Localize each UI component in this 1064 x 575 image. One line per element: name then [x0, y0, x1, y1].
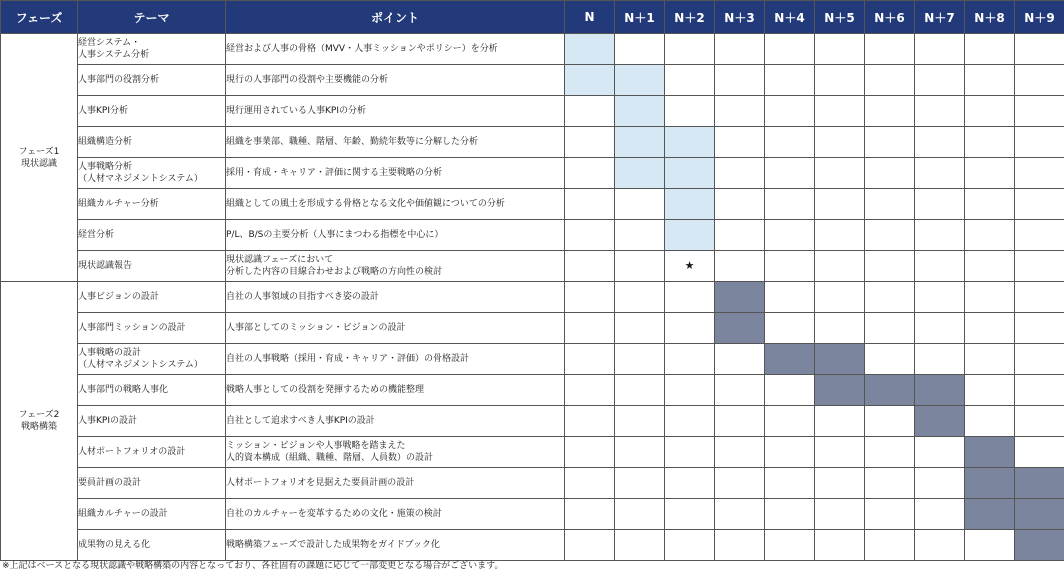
point-cell — [226, 220, 565, 251]
gantt-cell — [865, 282, 915, 313]
theme-text: 人事部門の戦略人事化 — [78, 385, 169, 395]
gantt-cell — [915, 530, 965, 561]
gantt-cell — [915, 65, 965, 96]
point-text: 人材ポートフォリオを見据えた要員計画の設計 — [226, 478, 415, 488]
gantt-cell — [615, 313, 665, 344]
point-cell — [226, 375, 565, 406]
header-point: ポイント — [226, 1, 565, 34]
gantt-cell-filled — [665, 158, 715, 189]
gantt-cell — [965, 96, 1015, 127]
gantt-cell — [765, 220, 815, 251]
gantt-cell — [815, 127, 865, 158]
gantt-cell — [715, 375, 765, 406]
gantt-cell — [615, 282, 665, 313]
theme-text: 人材ポートフォリオの設計 — [78, 447, 186, 457]
gantt-cell — [765, 406, 815, 437]
gantt-cell — [1015, 344, 1064, 375]
point-text: 自社の人事戦略（採用・育成・キャリア・評価）の骨格設計 — [226, 354, 470, 364]
header-period: N＋2 — [665, 1, 715, 34]
table-row — [1, 375, 1064, 406]
theme-cell — [78, 313, 226, 344]
table-row — [1, 220, 1064, 251]
gantt-cell-filled — [1015, 530, 1064, 561]
gantt-cell — [815, 406, 865, 437]
point-text: 戦略構築フェーズで設計した成果物をガイドブック化 — [226, 540, 440, 550]
gantt-cell — [1015, 127, 1064, 158]
theme-text: 人事KPIの設計 — [78, 416, 137, 426]
phase-label — [1, 282, 78, 561]
gantt-cell — [1015, 437, 1064, 468]
table-row — [1, 530, 1064, 561]
theme-cell — [78, 406, 226, 437]
gantt-cell — [865, 34, 915, 65]
gantt-cell — [765, 127, 815, 158]
theme-cell — [78, 375, 226, 406]
point-text: 現行の人事部門の役割や主要機能の分析 — [226, 75, 389, 85]
theme-text: 成果物の見える化 — [78, 540, 151, 550]
gantt-cell — [715, 65, 765, 96]
gantt-cell — [915, 437, 965, 468]
gantt-cell — [1015, 96, 1064, 127]
gantt-cell — [565, 499, 615, 530]
table-row — [1, 437, 1064, 468]
gantt-cell — [765, 499, 815, 530]
point-cell — [226, 34, 565, 65]
gantt-cell — [1015, 313, 1064, 344]
gantt-cell — [565, 344, 615, 375]
gantt-cell — [815, 220, 865, 251]
theme-text: 経営システム・ — [78, 38, 141, 48]
gantt-cell — [615, 220, 665, 251]
table-row — [1, 344, 1064, 375]
theme-cell — [78, 468, 226, 499]
point-text: 人的資本構成（組織、職種、階層、人員数）の設計 — [226, 453, 434, 463]
table-row — [1, 313, 1064, 344]
gantt-cell — [865, 437, 915, 468]
gantt-cell-filled — [765, 344, 815, 375]
point-text: 組織としての風土を形成する骨格となる文化や価値観についての分析 — [226, 199, 505, 209]
point-cell — [226, 468, 565, 499]
theme-cell — [78, 34, 226, 65]
gantt-cell — [915, 499, 965, 530]
gantt-cell — [715, 530, 765, 561]
theme-subtext: （人材マネジメントシステム） — [78, 360, 203, 370]
gantt-cell — [1015, 65, 1064, 96]
gantt-cell — [665, 375, 715, 406]
table-row — [1, 189, 1064, 220]
gantt-cell-filled — [715, 313, 765, 344]
gantt-cell — [765, 96, 815, 127]
theme-text: 人事戦略分析 — [78, 162, 133, 172]
gantt-cell — [1015, 406, 1064, 437]
theme-text: 組織カルチャー分析 — [78, 199, 159, 209]
theme-text: 現状認識報告 — [78, 261, 133, 271]
gantt-cell — [815, 282, 865, 313]
point-cell — [226, 344, 565, 375]
gantt-cell — [965, 65, 1015, 96]
phase-name: フェーズ2 — [18, 410, 60, 420]
gantt-cell — [1015, 158, 1064, 189]
gantt-cell — [915, 189, 965, 220]
gantt-cell — [565, 375, 615, 406]
gantt-cell-filled — [815, 344, 865, 375]
gantt-cell — [965, 127, 1015, 158]
gantt-cell — [615, 189, 665, 220]
gantt-cell — [565, 313, 615, 344]
gantt-cell — [715, 189, 765, 220]
table-row — [1, 34, 1064, 65]
gantt-cell — [865, 127, 915, 158]
point-text: 経営および人事の骨格（MVV・人事ミッションやポリシー）を分析 — [226, 44, 498, 54]
point-cell — [226, 65, 565, 96]
gantt-cell — [765, 34, 815, 65]
gantt-cell — [815, 34, 865, 65]
gantt-cell — [615, 375, 665, 406]
gantt-cell — [915, 251, 965, 282]
gantt-cell-filled — [615, 96, 665, 127]
gantt-cell — [815, 189, 865, 220]
phase-label — [1, 34, 78, 282]
gantt-cell — [1015, 34, 1064, 65]
point-text: 組織を事業部、職種、階層、年齢、勤続年数等に分解した分析 — [226, 137, 479, 147]
gantt-cell — [665, 251, 715, 282]
gantt-cell — [765, 375, 815, 406]
gantt-cell — [815, 437, 865, 468]
table-row — [1, 468, 1064, 499]
gantt-cell — [665, 530, 715, 561]
gantt-cell — [765, 530, 815, 561]
point-text: 自社の人事領域の目指すべき姿の設計 — [226, 292, 379, 302]
gantt-cell-filled — [665, 189, 715, 220]
gantt-cell — [815, 65, 865, 96]
gantt-cell-filled — [865, 375, 915, 406]
phase-title: 戦略構築 — [20, 422, 57, 432]
theme-text: 組織構造分析 — [78, 137, 133, 147]
theme-subtext: 人事システム分析 — [78, 50, 150, 60]
gantt-cell — [915, 127, 965, 158]
gantt-cell — [615, 468, 665, 499]
header-period: N＋7 — [915, 1, 965, 34]
gantt-cell — [565, 158, 615, 189]
gantt-cell-filled — [965, 499, 1015, 530]
theme-text: 人事部門の役割分析 — [78, 75, 160, 85]
point-cell — [226, 189, 565, 220]
gantt-cell — [615, 34, 665, 65]
theme-text: 要員計画の設計 — [78, 478, 142, 488]
gantt-cell — [765, 468, 815, 499]
header-period: N＋3 — [715, 1, 765, 34]
gantt-cell — [865, 499, 915, 530]
gantt-cell — [615, 344, 665, 375]
gantt-cell — [715, 251, 765, 282]
schedule-body — [1, 34, 1064, 561]
gantt-cell — [965, 220, 1015, 251]
theme-subtext: （人材マネジメントシステム） — [78, 174, 203, 184]
point-cell — [226, 282, 565, 313]
gantt-cell — [965, 251, 1015, 282]
theme-text: 人事KPI分析 — [78, 106, 128, 116]
gantt-cell — [665, 34, 715, 65]
gantt-cell — [665, 406, 715, 437]
gantt-cell — [665, 313, 715, 344]
gantt-cell — [565, 251, 615, 282]
gantt-cell — [565, 189, 615, 220]
gantt-cell — [615, 406, 665, 437]
gantt-cell — [615, 530, 665, 561]
phase-name: フェーズ1 — [18, 146, 60, 157]
gantt-cell — [615, 499, 665, 530]
gantt-cell-filled — [615, 65, 665, 96]
theme-text: 経営分析 — [78, 230, 115, 240]
header-period: N＋1 — [615, 1, 665, 34]
gantt-cell-filled — [565, 34, 615, 65]
theme-text: 組織カルチャーの設計 — [78, 509, 168, 519]
gantt-cell — [565, 437, 615, 468]
gantt-cell — [965, 313, 1015, 344]
gantt-cell-filled — [1015, 499, 1064, 530]
gantt-cell — [715, 127, 765, 158]
point-text: 人事部としてのミッション・ビジョンの設計 — [226, 323, 406, 333]
theme-cell — [78, 282, 226, 313]
star-icon: ★ — [684, 258, 695, 272]
gantt-cell — [565, 220, 615, 251]
gantt-cell — [715, 437, 765, 468]
gantt-cell — [765, 251, 815, 282]
gantt-cell — [865, 65, 915, 96]
theme-cell — [78, 251, 226, 282]
gantt-cell-filled — [915, 406, 965, 437]
table-row — [1, 158, 1064, 189]
gantt-cell — [915, 34, 965, 65]
theme-cell — [78, 65, 226, 96]
gantt-cell — [715, 96, 765, 127]
point-text: 自社として追求すべき人事KPIの設計 — [226, 416, 375, 426]
gantt-cell — [715, 34, 765, 65]
gantt-cell — [765, 313, 815, 344]
gantt-cell — [915, 344, 965, 375]
gantt-cell — [615, 437, 665, 468]
gantt-cell — [665, 468, 715, 499]
point-text: 分析した内容の目線合わせおよび戦略の方向性の検討 — [226, 267, 443, 277]
theme-cell — [78, 530, 226, 561]
theme-cell — [78, 127, 226, 158]
gantt-cell — [1015, 251, 1064, 282]
gantt-cell-filled — [915, 375, 965, 406]
gantt-cell — [965, 375, 1015, 406]
table-row — [1, 282, 1064, 313]
point-cell — [226, 499, 565, 530]
gantt-cell — [565, 96, 615, 127]
gantt-cell — [715, 220, 765, 251]
gantt-cell — [915, 313, 965, 344]
gantt-cell — [715, 468, 765, 499]
point-cell — [226, 158, 565, 189]
footnote: ※上記はベースとなる現状認識や戦略構築の内容となっており、各社固有の課題に応じて一部変更となる場合がございます。 — [2, 561, 504, 571]
header-period: N＋5 — [815, 1, 865, 34]
gantt-cell — [865, 530, 915, 561]
gantt-cell-filled — [615, 127, 665, 158]
gantt-cell — [915, 282, 965, 313]
gantt-cell-filled — [965, 437, 1015, 468]
theme-cell — [78, 220, 226, 251]
gantt-cell-filled — [1015, 468, 1064, 499]
gantt-cell — [965, 344, 1015, 375]
point-text: 自社のカルチャーを変革するための文化・施策の検討 — [226, 509, 442, 519]
gantt-cell — [1015, 375, 1064, 406]
gantt-cell — [565, 468, 615, 499]
gantt-cell — [965, 189, 1015, 220]
table-row — [1, 406, 1064, 437]
theme-text: 人事ビジョンの設計 — [78, 292, 159, 302]
gantt-cell-filled — [665, 127, 715, 158]
point-cell — [226, 406, 565, 437]
gantt-cell — [915, 468, 965, 499]
theme-cell — [78, 189, 226, 220]
gantt-cell — [865, 96, 915, 127]
theme-cell — [78, 499, 226, 530]
gantt-cell — [915, 158, 965, 189]
gantt-cell-filled — [565, 65, 615, 96]
header-period: N — [565, 1, 615, 34]
gantt-cell — [865, 158, 915, 189]
theme-text: 人事戦略の設計 — [78, 348, 142, 358]
header-theme: テーマ — [78, 1, 226, 34]
gantt-cell — [965, 282, 1015, 313]
gantt-cell — [865, 220, 915, 251]
gantt-cell — [815, 96, 865, 127]
gantt-cell — [1015, 220, 1064, 251]
table-row — [1, 251, 1064, 282]
point-cell — [226, 313, 565, 344]
gantt-cell — [715, 499, 765, 530]
gantt-cell — [915, 96, 965, 127]
gantt-cell — [1015, 189, 1064, 220]
gantt-cell — [765, 189, 815, 220]
point-cell — [226, 437, 565, 468]
gantt-cell — [815, 251, 865, 282]
gantt-cell-filled — [965, 468, 1015, 499]
gantt-cell — [765, 65, 815, 96]
gantt-cell — [865, 313, 915, 344]
gantt-cell — [865, 344, 915, 375]
header-period: N＋6 — [865, 1, 915, 34]
gantt-cell — [865, 251, 915, 282]
gantt-cell — [615, 251, 665, 282]
point-text: 採用・育成・キャリア・評価に関する主要戦略の分析 — [226, 168, 443, 178]
phase-title: 現状認識 — [20, 158, 57, 169]
gantt-cell — [815, 468, 865, 499]
gantt-cell-filled — [615, 158, 665, 189]
gantt-cell — [765, 158, 815, 189]
gantt-cell — [565, 282, 615, 313]
gantt-cell — [1015, 282, 1064, 313]
table-row — [1, 65, 1064, 96]
point-cell — [226, 251, 565, 282]
gantt-cell — [965, 34, 1015, 65]
header-period: N＋4 — [765, 1, 815, 34]
gantt-cell — [665, 499, 715, 530]
header-row — [1, 1, 1064, 34]
gantt-cell — [665, 96, 715, 127]
theme-cell — [78, 96, 226, 127]
gantt-cell — [815, 530, 865, 561]
gantt-cell — [665, 65, 715, 96]
point-text: 戦略人事としての役割を発揮するための機能整理 — [226, 385, 425, 395]
gantt-cell — [565, 406, 615, 437]
point-text: 現状認識フェーズにおいて — [226, 255, 334, 265]
gantt-cell — [765, 437, 815, 468]
gantt-cell — [665, 344, 715, 375]
theme-text: 人事部門ミッションの設計 — [78, 323, 186, 333]
gantt-cell-filled — [715, 282, 765, 313]
gantt-cell — [715, 406, 765, 437]
gantt-cell-filled — [665, 220, 715, 251]
point-text: 現行運用されている人事KPIの分析 — [226, 106, 366, 116]
header-period: N＋9 — [1015, 1, 1064, 34]
gantt-cell — [815, 499, 865, 530]
gantt-cell — [965, 158, 1015, 189]
gantt-cell-filled — [815, 375, 865, 406]
header-period: N＋8 — [965, 1, 1015, 34]
theme-cell — [78, 437, 226, 468]
table-row — [1, 127, 1064, 158]
gantt-cell — [965, 406, 1015, 437]
header-phase: フェーズ — [1, 1, 78, 34]
gantt-cell — [965, 530, 1015, 561]
point-text: ミッション・ビジョンや人事戦略を踏まえた — [226, 441, 406, 451]
point-cell — [226, 96, 565, 127]
gantt-cell — [565, 530, 615, 561]
table-row — [1, 96, 1064, 127]
gantt-cell — [765, 282, 815, 313]
gantt-cell — [665, 437, 715, 468]
point-cell — [226, 530, 565, 561]
gantt-cell — [715, 344, 765, 375]
gantt-cell — [715, 158, 765, 189]
point-cell — [226, 127, 565, 158]
gantt-cell — [815, 313, 865, 344]
gantt-cell — [565, 127, 615, 158]
gantt-cell — [815, 158, 865, 189]
gantt-cell — [865, 189, 915, 220]
theme-cell — [78, 158, 226, 189]
gantt-cell — [865, 468, 915, 499]
theme-cell — [78, 344, 226, 375]
gantt-cell — [915, 220, 965, 251]
gantt-cell — [665, 282, 715, 313]
gantt-cell — [865, 406, 915, 437]
point-text: P/L、B/Sの主要分析（人事にまつわる指標を中心に） — [226, 230, 444, 240]
table-row — [1, 499, 1064, 530]
